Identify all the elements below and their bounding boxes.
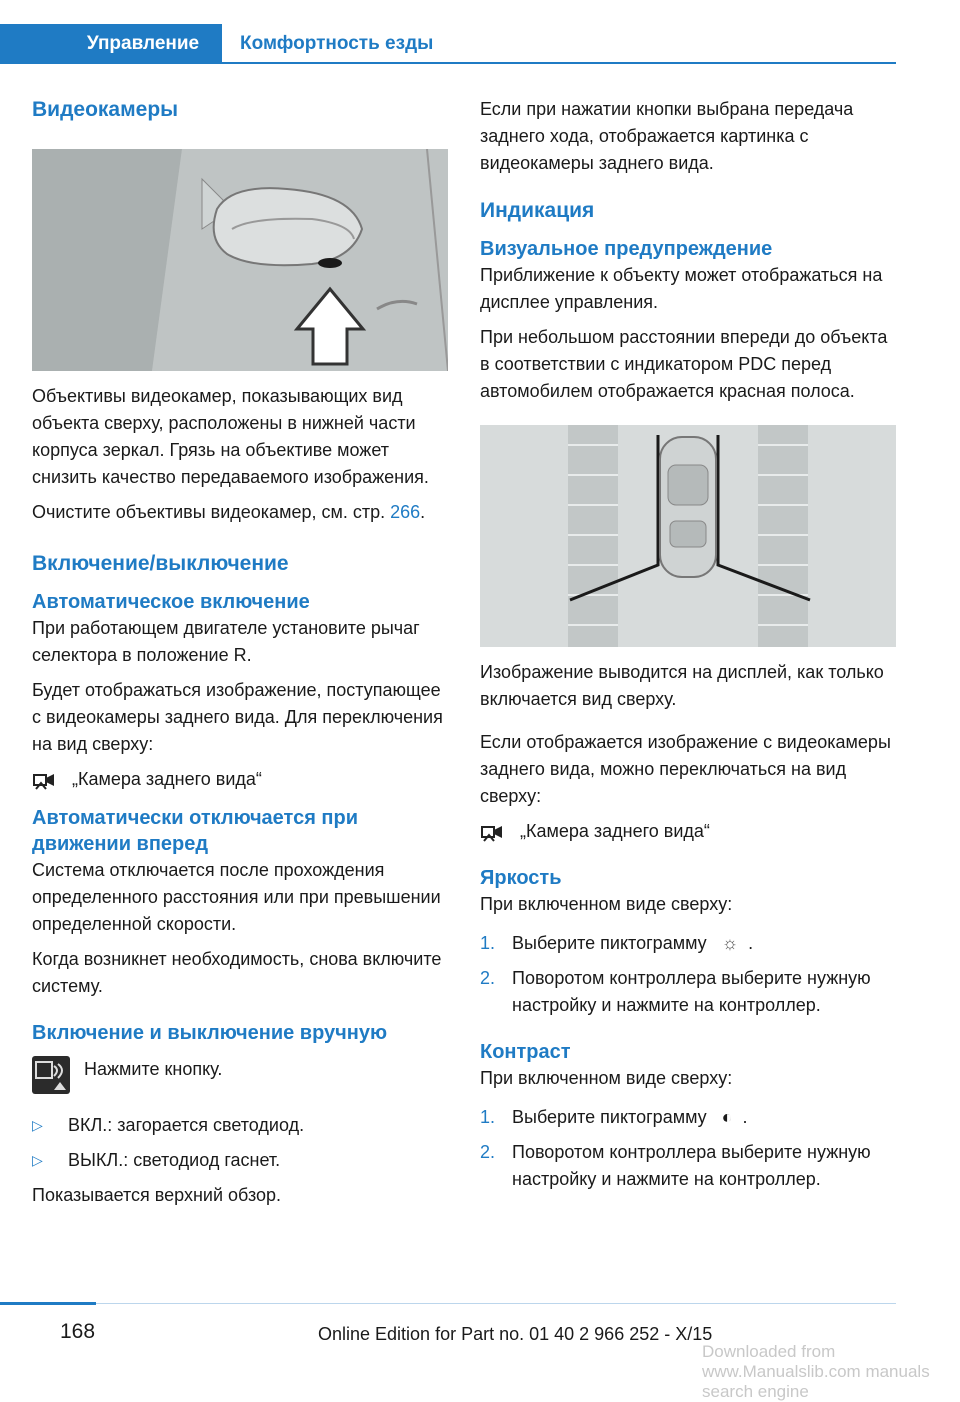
clean-lens-text: Очистите объективы видеокамер, см. стр. [32, 502, 386, 522]
rear-camera-option-right [480, 818, 898, 845]
footer-rule [96, 1303, 896, 1304]
clean-lens-note [32, 499, 450, 526]
rear-camera-label: „Камера заднего вида“ [72, 769, 262, 789]
step-text [512, 1104, 748, 1131]
header-subsection: Комфортность езды [240, 33, 434, 54]
rear-camera-label-right: „Камера заднего вида“ [520, 821, 710, 841]
step-text: Поворотом контроллера выберите нужную настройку и нажмите на контроллер. [512, 1142, 871, 1189]
sun-icon: ☼ [721, 933, 739, 953]
parking-camera-button-icon[interactable] [32, 1056, 70, 1094]
edition-text: Online Edition for Part no. 01 40 2 966 252 - X/15 [318, 1324, 713, 1344]
bullet-triangle-icon: ▷ [32, 1152, 43, 1168]
contrast-step-2 [480, 1139, 898, 1193]
bullet-on [32, 1112, 450, 1139]
bullet-off [32, 1147, 450, 1174]
auto-on-text: При работающем двигателе установите рычаг селектора в положение R. [32, 618, 420, 665]
watermark-text: Downloaded from www.Manualslib.com manuals search engine [702, 1342, 930, 1401]
press-button-text: Нажмите кнопку. [84, 1059, 223, 1079]
switch-view-text: Если отображается изображение с видеокамеры заднего вида, можно переключаться на вид сверху: [480, 732, 891, 806]
page-number: 168 [60, 1320, 96, 1343]
manual-button-row [32, 1056, 450, 1094]
rear-camera-option [32, 766, 450, 793]
display-on-text: Изображение выводится на дисплей, как только включается вид сверху. [480, 662, 884, 709]
contrast-icon: ◐ [721, 1107, 733, 1127]
step-text: Поворотом контроллера выберите нужную настройку и нажмите на контроллер. [512, 968, 871, 1015]
bullet-on-text: ВКЛ.: загорается светодиод. [68, 1115, 305, 1135]
header-rule [222, 62, 896, 64]
reenable-text: Когда возникнет необходимость, снова включите систему. [32, 949, 442, 996]
brightness-intro: При включенном виде сверху: [480, 894, 733, 914]
brightness-step-2 [480, 965, 898, 1019]
page-link-266[interactable]: 266 [390, 502, 421, 522]
visual-warning-text: Приближение к объекту может отображаться на дисплее управления. [480, 265, 883, 312]
auto-off-text: Система отключается после прохождения определенного расстояния или при превышении определенной скорости. [32, 860, 441, 934]
bullet-off-text: ВЫКЛ.: светодиод гаснет. [68, 1150, 281, 1170]
step-text-main: Выберите пиктограмму [512, 1107, 707, 1127]
clean-lens-end: . [420, 502, 426, 522]
step-number: 1. [480, 933, 496, 953]
heading-auto-off: Автоматически отключается при движении вперед [32, 807, 359, 855]
heading-on-off: Включение/выключение [32, 552, 289, 575]
heading-auto-on: Автоматическое включение [32, 591, 310, 613]
step-number: 2. [480, 968, 496, 988]
cameras-description: Объективы видеокамер, показывающих вид объекта сверху, расположены в нижней части корпуса зеркал. Грязь на объективе может снизить качество передаваемого изображения. [32, 386, 429, 487]
right-column [480, 96, 898, 1201]
step-text [512, 930, 753, 957]
left-column [32, 96, 450, 1209]
step-text-main: Выберите пиктограмму [512, 933, 707, 953]
auto-on-display-text: Будет отображаться изображение, поступающее с видеокамеры заднего вида. Для переключения на вид сверху: [32, 680, 443, 754]
bullet-triangle-icon: ▷ [32, 1117, 43, 1133]
footer-accent [0, 1302, 96, 1305]
red-bar-text: При небольшом расстоянии впереди до объекта в соответствии с индикатором PDC перед автомобилем отображается красная полоса. [480, 327, 888, 401]
rear-camera-icon [32, 769, 58, 791]
heading-visual-warning: Визуальное предупреждение [480, 238, 773, 260]
heading-brightness: Яркость [480, 867, 562, 889]
top-view-illustration [480, 425, 896, 647]
step-number: 2. [480, 1142, 496, 1162]
contrast-intro: При включенном виде сверху: [480, 1068, 733, 1088]
step-text-after: . [742, 1107, 748, 1127]
heading-manual: Включение и выключение вручную [32, 1022, 388, 1044]
page-header [0, 0, 960, 64]
header-section: Управление [64, 24, 222, 64]
top-view-image [480, 425, 896, 647]
contrast-step-1 [480, 1104, 898, 1131]
mirror-illustration [32, 149, 448, 371]
top-view-text: Показывается верхний обзор. [32, 1185, 282, 1205]
step-text-after: . [748, 933, 754, 953]
step-number: 1. [480, 1107, 496, 1127]
heading-cameras: Видеокамеры [32, 98, 179, 121]
heading-contrast: Контраст [480, 1041, 571, 1063]
rear-camera-icon [480, 821, 506, 843]
header-accent [0, 24, 64, 64]
heading-indication: Индикация [480, 199, 595, 222]
brightness-step-1 [480, 930, 898, 957]
reverse-gear-text: Если при нажатии кнопки выбрана передача заднего хода, отображается картинка с видеокамеры заднего вида. [480, 99, 854, 173]
mirror-camera-image [32, 149, 448, 371]
